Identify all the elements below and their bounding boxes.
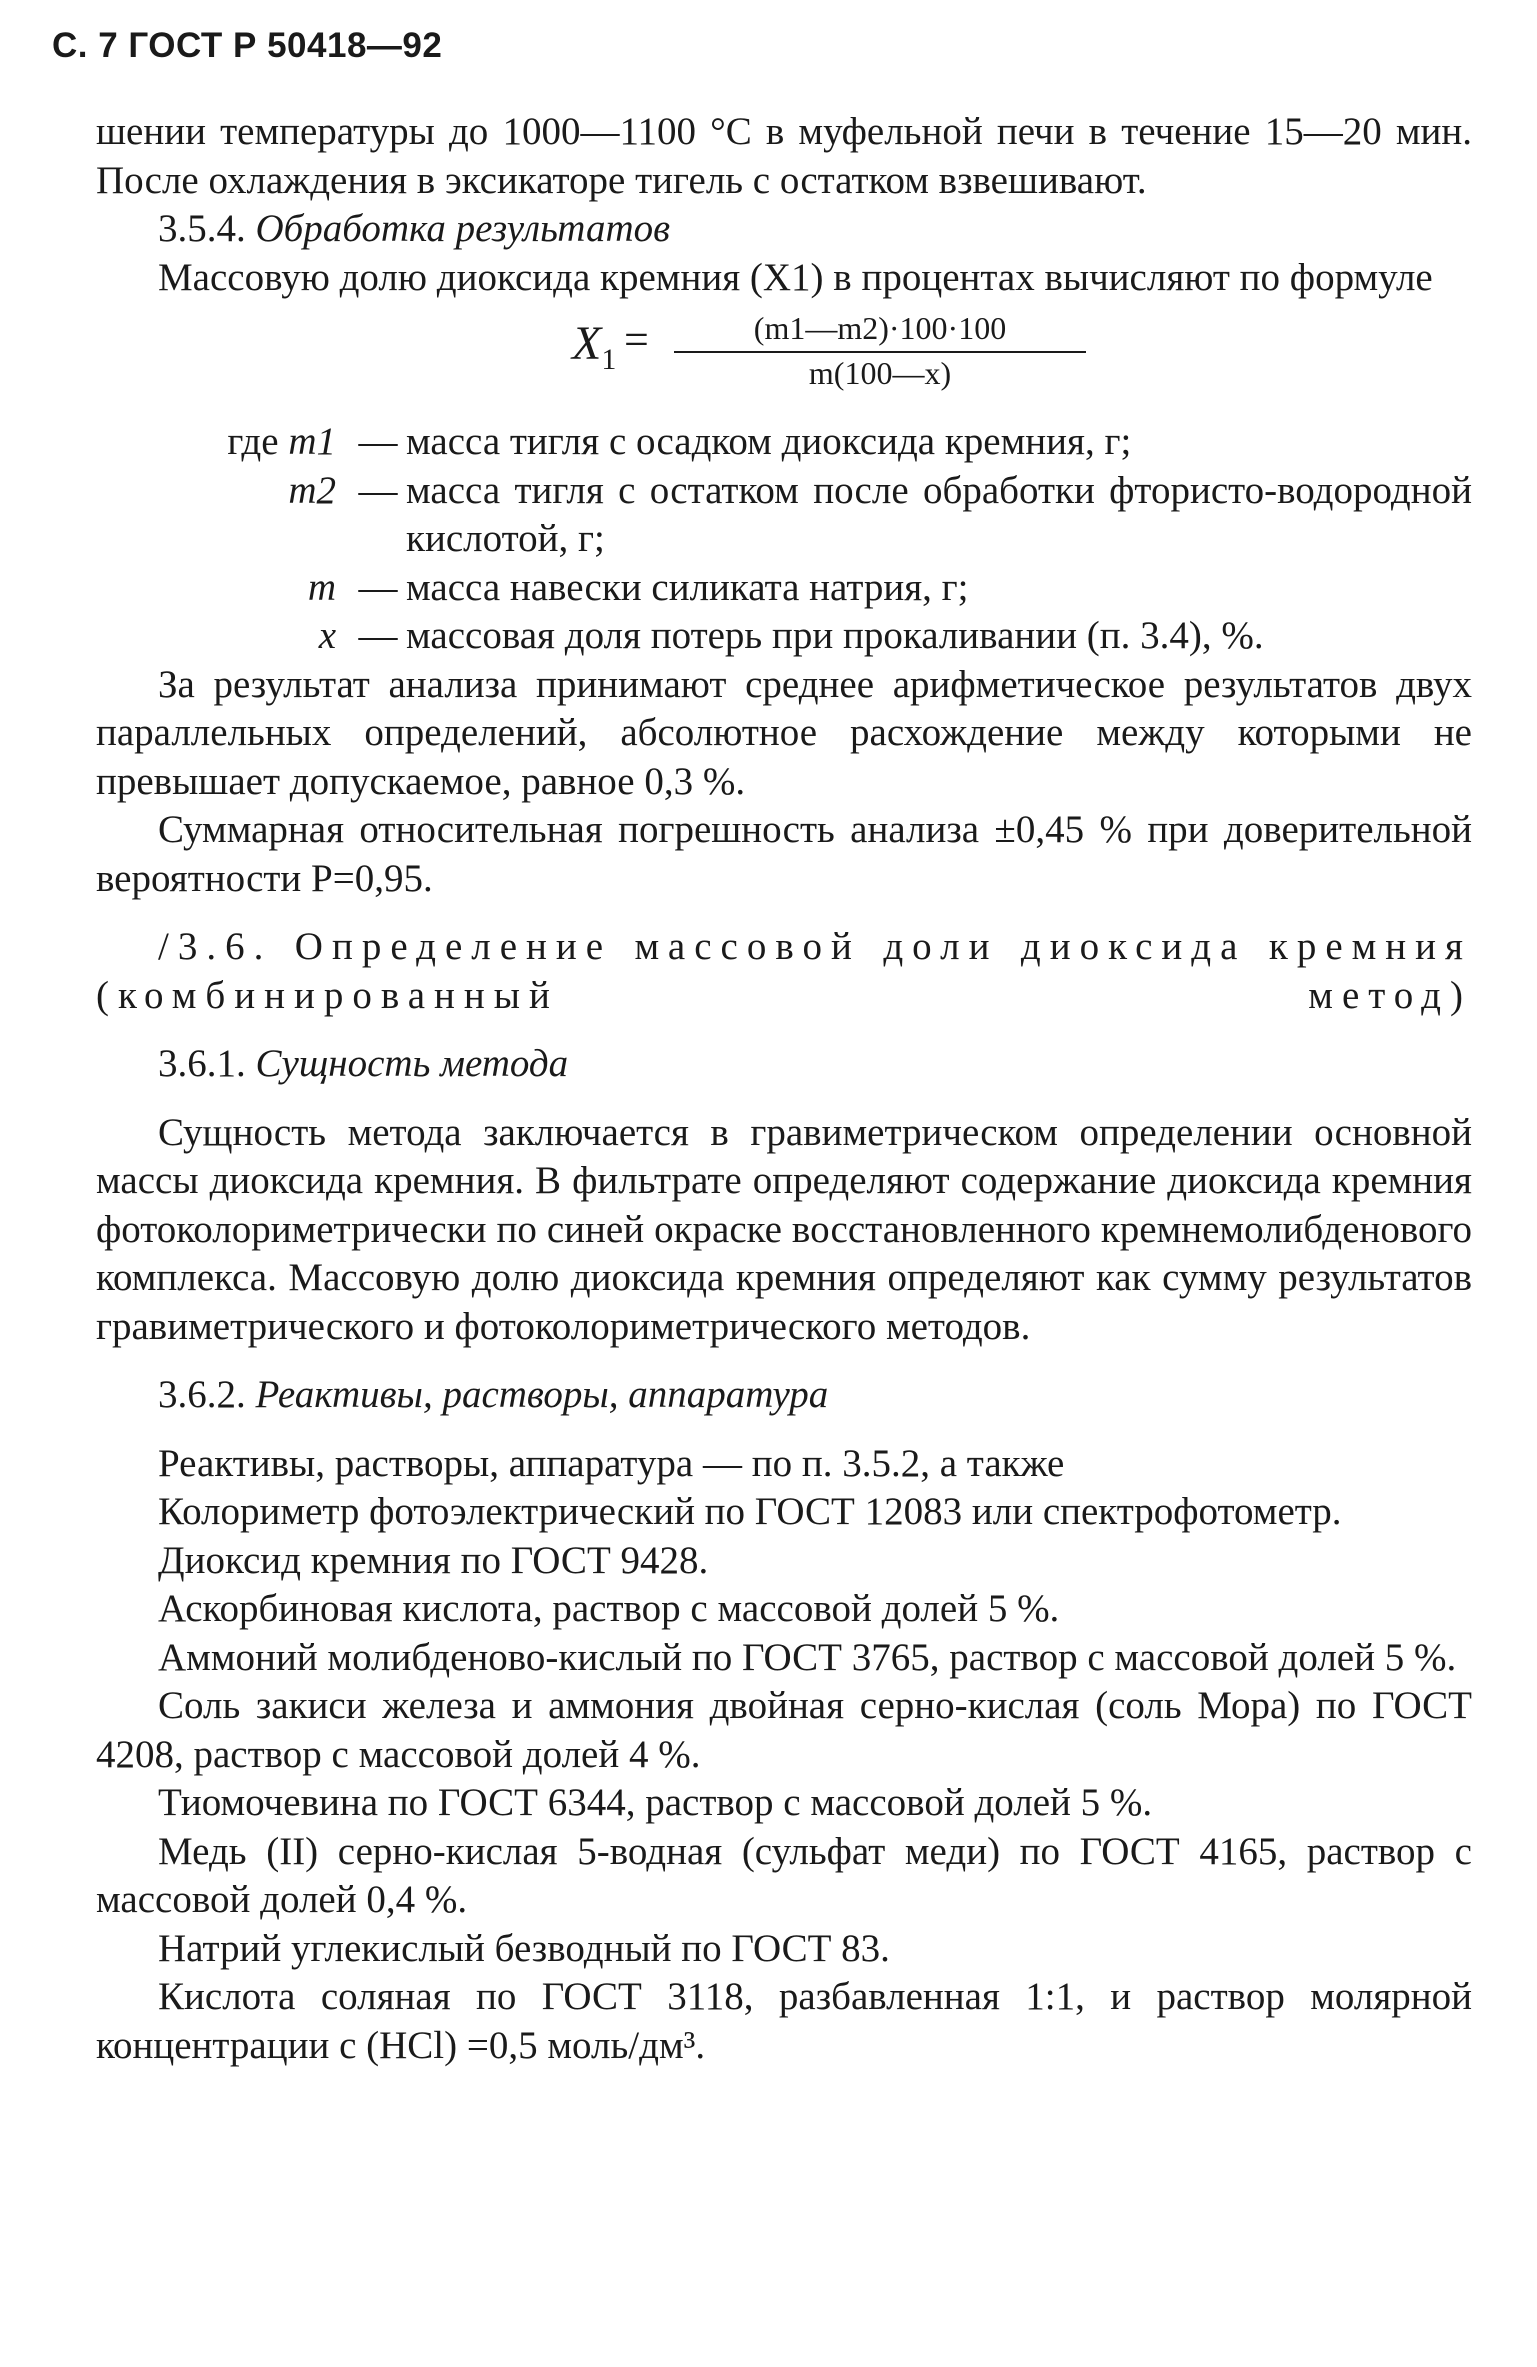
formula-fraction — [674, 308, 1086, 393]
spacer — [96, 903, 1472, 923]
section-heading-text: 3.6. Определение массовой доли диоксида кремния (комбинированный метод) — [96, 925, 1472, 1017]
paragraph-result: За результат анализа принимают среднее арифметическое результатов двух параллельных определений, абсолютное расхождение между которыми не превышает допускаемое, равное 0,3 %. — [96, 662, 1472, 803]
legend-symbol-m2: m2 — [288, 468, 336, 512]
legend-row — [96, 612, 1472, 661]
formula-numerator: (m1—m2)·100·100 — [674, 308, 1086, 353]
legend-dash: — — [358, 565, 398, 609]
reagents-list — [96, 1440, 1472, 2071]
legend-text: масса тигля с остатком после обработки фтористо-водородной кислотой, г; — [406, 468, 1472, 560]
spacer — [96, 1351, 1472, 1371]
legend-symbol-m1: m1 — [288, 420, 336, 463]
formula-legend — [96, 418, 1472, 661]
legend-dash: — — [358, 614, 398, 657]
reagent-item: Тиомочевина по ГОСТ 6344, раствор с массовой долей 5 %. — [158, 1781, 1153, 1824]
formula-lhs-subscript: 1 — [601, 343, 617, 376]
legend-symbol-x: x — [318, 614, 336, 657]
section-title: Обработка результатов — [255, 207, 671, 250]
section-3-6-2-heading — [96, 1371, 1472, 1420]
section-3-6-heading — [96, 923, 1472, 1020]
legend-dash: — — [358, 468, 398, 512]
section-number: 3.5.4. — [158, 207, 246, 250]
formula-denominator: m(100—x) — [808, 355, 952, 391]
paragraph-formula-intro: Массовую долю диоксида кремния (X1) в процентах вычисляют по формуле — [158, 255, 1433, 299]
paragraph-method-essence: Сущность метода заключается в гравиметрическом определении основной массы диоксида кремния. В фильтрате определяют содержание диоксида кремния фотоколориметрически по синей окраске восстановленного кремнемолибденового комплекса. Массовую долю диоксида кремния определяют как сумму результатов гравиметрического и фотоколориметрического методов. — [96, 1110, 1472, 1348]
reagent-item: Кислота соляная по ГОСТ 3118, разбавленная 1:1, и раствор молярной концентрации c (HCl) =0,5 моль/дм³. — [96, 1975, 1472, 2067]
reagent-item: Реактивы, растворы, аппаратура — по п. 3.5.2, а также — [158, 1441, 1065, 1485]
section-title: Сущность метода — [255, 1042, 569, 1085]
document-body — [96, 108, 1472, 2070]
reagent-item: Колориметр фотоэлектрический по ГОСТ 12083 или спектрофотометр. — [158, 1490, 1342, 1533]
legend-intro: где — [227, 420, 279, 463]
legend-text: масса тигля с осадком диоксида кремния, г; — [406, 420, 1132, 463]
section-number: 3.6.1. — [158, 1042, 246, 1085]
margin-mark: / — [158, 925, 178, 968]
page-header: С. 7 ГОСТ Р 50418—92 — [52, 26, 443, 65]
section-3-6-1-heading — [96, 1040, 1472, 1089]
spacer — [96, 1020, 1472, 1040]
paragraph-continuation: шении температуры до 1000—1100 °С в муфельной печи в течение 15—20 мин. После охлаждения в эксикаторе тигель с остатком взвешивают. — [96, 110, 1472, 202]
reagent-item: Натрий углекислый безводный по ГОСТ 83. — [158, 1926, 890, 1970]
legend-row — [96, 418, 1472, 467]
reagent-item: Диоксид кремния по ГОСТ 9428. — [158, 1538, 709, 1582]
spacer — [96, 1089, 1472, 1109]
reagent-item: Аммоний молибденово-кислый по ГОСТ 3765, раствор с массовой долей 5 %. — [158, 1635, 1457, 1679]
legend-symbol-m: m — [307, 565, 336, 609]
legend-symbol — [96, 418, 350, 467]
reagent-item: Аскорбиновая кислота, раствор с массовой долей 5 %. — [158, 1587, 1060, 1630]
reagent-item: Соль закиси железа и аммония двойная серно-кислая (соль Мора) по ГОСТ 4208, раствор с массовой долей 4 %. — [96, 1684, 1472, 1776]
spacer — [96, 1420, 1472, 1440]
legend-dash: — — [358, 420, 398, 463]
legend-row — [96, 467, 1472, 564]
section-number: 3.6.2. — [158, 1373, 246, 1416]
legend-row — [96, 564, 1472, 613]
paragraph-error: Суммарная относительная погрешность анализа ±0,45 % при доверительной вероятности P=0,95. — [96, 808, 1472, 900]
reagent-item: Медь (II) серно-кислая 5-водная (сульфат меди) по ГОСТ 4165, раствор с массовой долей 0,4 %. — [96, 1829, 1472, 1921]
formula-lhs-symbol: X — [572, 317, 602, 370]
section-title: Реактивы, растворы, аппаратура — [255, 1373, 829, 1416]
formula-lhs — [572, 317, 617, 376]
formula-equals: = — [624, 315, 649, 364]
legend-text: масса навески силиката натрия, г; — [406, 565, 969, 609]
formula-block — [96, 302, 1472, 418]
legend-text: массовая доля потерь при прокаливании (п. 3.4), %. — [406, 614, 1264, 657]
section-3-5-4-heading — [96, 205, 1472, 254]
